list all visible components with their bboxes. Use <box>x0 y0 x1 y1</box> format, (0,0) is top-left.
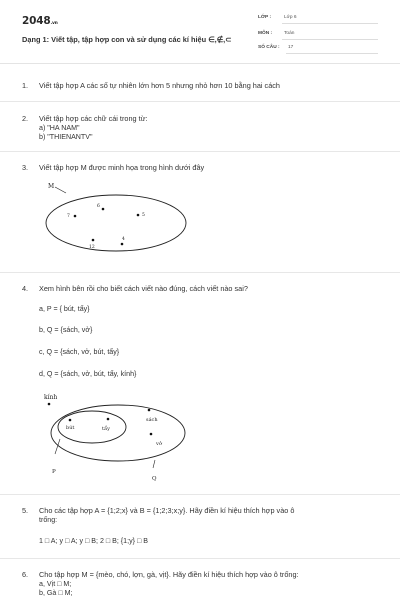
meta-subject <box>258 30 378 40</box>
set-m-label: M <box>48 183 55 190</box>
question-6-part-a: a, Vịt □ M; <box>39 580 72 588</box>
element-dot <box>92 239 95 242</box>
divider <box>0 101 400 102</box>
set-element: tẩy <box>102 426 110 432</box>
element-dot <box>148 409 151 412</box>
meta-label: SỐ CÂU : <box>258 45 280 50</box>
set-p-label: P <box>52 469 56 475</box>
option-b: b, Q = {sách, vở} <box>39 326 93 334</box>
question-text: Viết tập hợp A các số tự nhiên lớn hơn 5 nhưng nhỏ hơn 10 bằng hai cách <box>39 81 280 90</box>
set-q-pointer <box>153 460 155 468</box>
set-element: 6 <box>97 204 100 209</box>
element-dot <box>69 419 72 422</box>
worksheet-header <box>0 0 400 64</box>
question-number: 1. <box>22 81 29 90</box>
question-text: Cho tập hợp M = {mèo, chó, lợn, gà, vịt}. Hãy điền kí hiệu thích hợp vào ô trống: <box>39 570 299 579</box>
divider <box>286 53 378 54</box>
element-dot <box>137 214 140 217</box>
question-number: 4. <box>22 284 29 293</box>
worksheet-title: Dạng 1: Viết tập, tập hợp con và sử dụng các kí hiệu ∈,∉,⊂ <box>22 35 232 44</box>
element-dot <box>150 433 153 436</box>
element-dot <box>121 243 124 246</box>
label-pointer <box>55 187 66 193</box>
divider <box>0 558 400 559</box>
divider <box>0 494 400 495</box>
meta-class <box>258 14 378 24</box>
question-text: Viết tập hợp M được minh họa trong hình dưới đây <box>39 163 205 172</box>
set-element: 5 <box>142 213 145 218</box>
element-dot <box>74 215 77 218</box>
set-q-ellipse <box>51 405 185 461</box>
element-dot <box>102 208 105 211</box>
question-2-part-b: b) "THIENANTV" <box>39 133 93 141</box>
question-2-part-a: a) "HA NAM" <box>39 124 80 132</box>
question-number: 6. <box>22 570 29 579</box>
meta-value: Toán <box>284 31 295 36</box>
set-element: bút <box>66 425 75 431</box>
set-element: 7 <box>67 214 70 219</box>
set-element: 12 <box>89 245 95 250</box>
sets-pq-diagram <box>40 388 190 484</box>
question-number: 2. <box>22 114 29 123</box>
set-element: sách <box>146 417 158 423</box>
question-6-part-b: b, Gà □ M; <box>39 589 73 597</box>
logo-suffix: .vn <box>50 21 58 26</box>
question-text: Cho các tập hợp A = {1;2;x} và B = {1;2;3;x;y}. Hãy điền kí hiệu thích hợp vào ô <box>39 506 295 515</box>
set-element: 4 <box>122 237 125 242</box>
question-number: 3. <box>22 163 29 172</box>
set-m-ellipse <box>46 195 186 251</box>
option-d: d, Q = {sách, vở, bút, tẩy, kính} <box>39 370 137 378</box>
divider <box>0 272 400 273</box>
set-q-label: Q <box>152 476 157 482</box>
meta-count <box>258 44 378 54</box>
meta-value: Lớp 6 <box>284 15 297 20</box>
divider <box>282 23 378 24</box>
set-m-diagram <box>40 178 190 268</box>
site-logo[interactable] <box>22 15 58 27</box>
option-a: a, P = { bút, tẩy} <box>39 305 90 313</box>
option-c: c, Q = {sách, vở, bút, tẩy} <box>39 348 120 356</box>
meta-label: LỚP : <box>258 15 272 20</box>
divider <box>0 151 400 152</box>
element-dot <box>48 403 51 406</box>
divider <box>282 39 378 40</box>
meta-label: MÔN : <box>258 31 273 36</box>
meta-value: 17 <box>288 45 294 50</box>
question-number: 5. <box>22 506 29 515</box>
set-element: vở <box>156 441 162 447</box>
element-dot <box>107 418 110 421</box>
logo-text: 2048 <box>22 15 51 27</box>
question-5-text-cont: trống: <box>39 516 58 524</box>
question-text: Xem hình bên rồi cho biết cách viết nào đúng, cách viết nào sai? <box>39 284 248 293</box>
question-5-fill-line: 1 □ A; y □ A; y □ B; 2 □ B; {1;y} □ B <box>39 537 148 545</box>
outside-element: kính <box>44 394 58 401</box>
question-text: Viết tập hợp các chữ cái trong từ: <box>39 114 148 123</box>
